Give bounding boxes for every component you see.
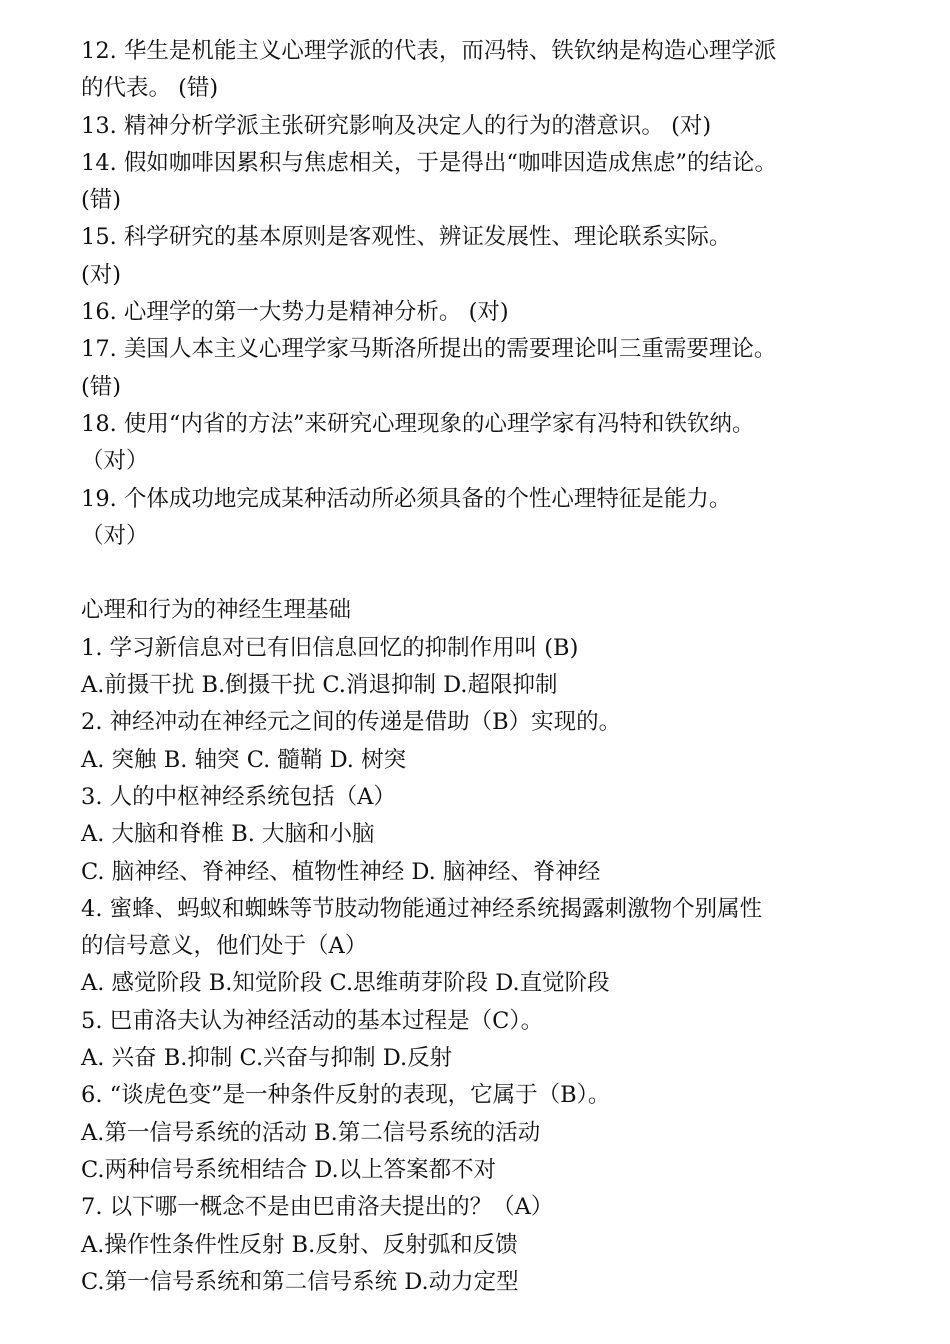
text-line: A.第一信号系统的活动 B.第二信号系统的活动 xyxy=(81,1119,541,1146)
text-line: （对） xyxy=(81,448,149,475)
text-line: C. 脑神经、脊神经、植物性神经 D. 脑神经、脊神经 xyxy=(81,858,601,885)
text-line: 的信号意义，他们处于（A） xyxy=(81,933,368,960)
text-line: 16. 心理学的第一大势力是精神分析。 (对) xyxy=(81,299,509,326)
text-line: A. 感觉阶段 B.知觉阶段 C.思维萌芽阶段 D.直觉阶段 xyxy=(81,970,610,997)
text-line: 18. 使用“内省的方法”来研究心理现象的心理学家有冯特和铁钦纳。 xyxy=(81,410,755,437)
text-line: （对） xyxy=(81,522,149,549)
text-line: (错) xyxy=(81,373,122,400)
text-line: 3. 人的中枢神经系统包括（A） xyxy=(81,783,396,810)
text-line: A.前摄干扰 B.倒摄干扰 C.消退抑制 D.超限抑制 xyxy=(81,672,558,699)
text-line: (对) xyxy=(81,261,122,288)
text-line: A. 兴奋 B.抑制 C.兴奋与抑制 D.反射 xyxy=(81,1045,453,1072)
text-line: 的代表。 (错) xyxy=(81,75,219,102)
text-line: 14. 假如咖啡因累积与焦虑相关，于是得出“咖啡因造成焦虑”的结论。 xyxy=(81,149,777,176)
text-line: 13. 精神分析学派主张研究影响及决定人的行为的潜意识。 (对) xyxy=(81,112,712,139)
text-line: 2. 神经冲动在神经元之间的传递是借助（B）实现的。 xyxy=(81,709,622,736)
text-line: 4. 蜜蜂、蚂蚁和蜘蛛等节肢动物能通过神经系统揭露刺激物个别属性 xyxy=(81,895,763,922)
text-line: A. 大脑和脊椎 B. 大脑和小脑 xyxy=(81,821,375,848)
text-line: 7. 以下哪一概念不是由巴甫洛夫提出的？（A） xyxy=(81,1194,554,1221)
text-line: 1. 学习新信息对已有旧信息回忆的抑制作用叫 (B) xyxy=(81,634,579,661)
blank-line xyxy=(81,555,941,592)
text-line: (错) xyxy=(81,187,122,214)
text-line: 19. 个体成功地完成某种活动所必须具备的个性心理特征是能力。 xyxy=(81,485,732,512)
text-line: A.操作性条件性反射 B.反射、反射弧和反馈 xyxy=(81,1231,518,1258)
text-line: 17. 美国人本主义心理学家马斯洛所提出的需要理论叫三重需要理论。 xyxy=(81,336,777,363)
text-line: 15. 科学研究的基本原则是客观性、辨证发展性、理论联系实际。 xyxy=(81,224,732,251)
text-line: 12. 华生是机能主义心理学派的代表，而冯特、铁钦纳是构造心理学派 xyxy=(81,38,777,64)
text-line: 5. 巴甫洛夫认为神经活动的基本过程是（C）。 xyxy=(81,1007,544,1034)
section-heading: 心理和行为的神经生理基础 xyxy=(81,597,352,624)
text-line: C.第一信号系统和第二信号系统 D.动力定型 xyxy=(81,1268,519,1295)
text-line: C.两种信号系统相结合 D.以上答案都不对 xyxy=(81,1156,497,1183)
text-line: A. 突触 B. 轴突 C. 髓鞘 D. 树突 xyxy=(81,746,407,773)
document-page xyxy=(81,33,941,1301)
text-line: 6. “谈虎色变”是一种条件反射的表现，它属于（B）。 xyxy=(81,1082,611,1109)
